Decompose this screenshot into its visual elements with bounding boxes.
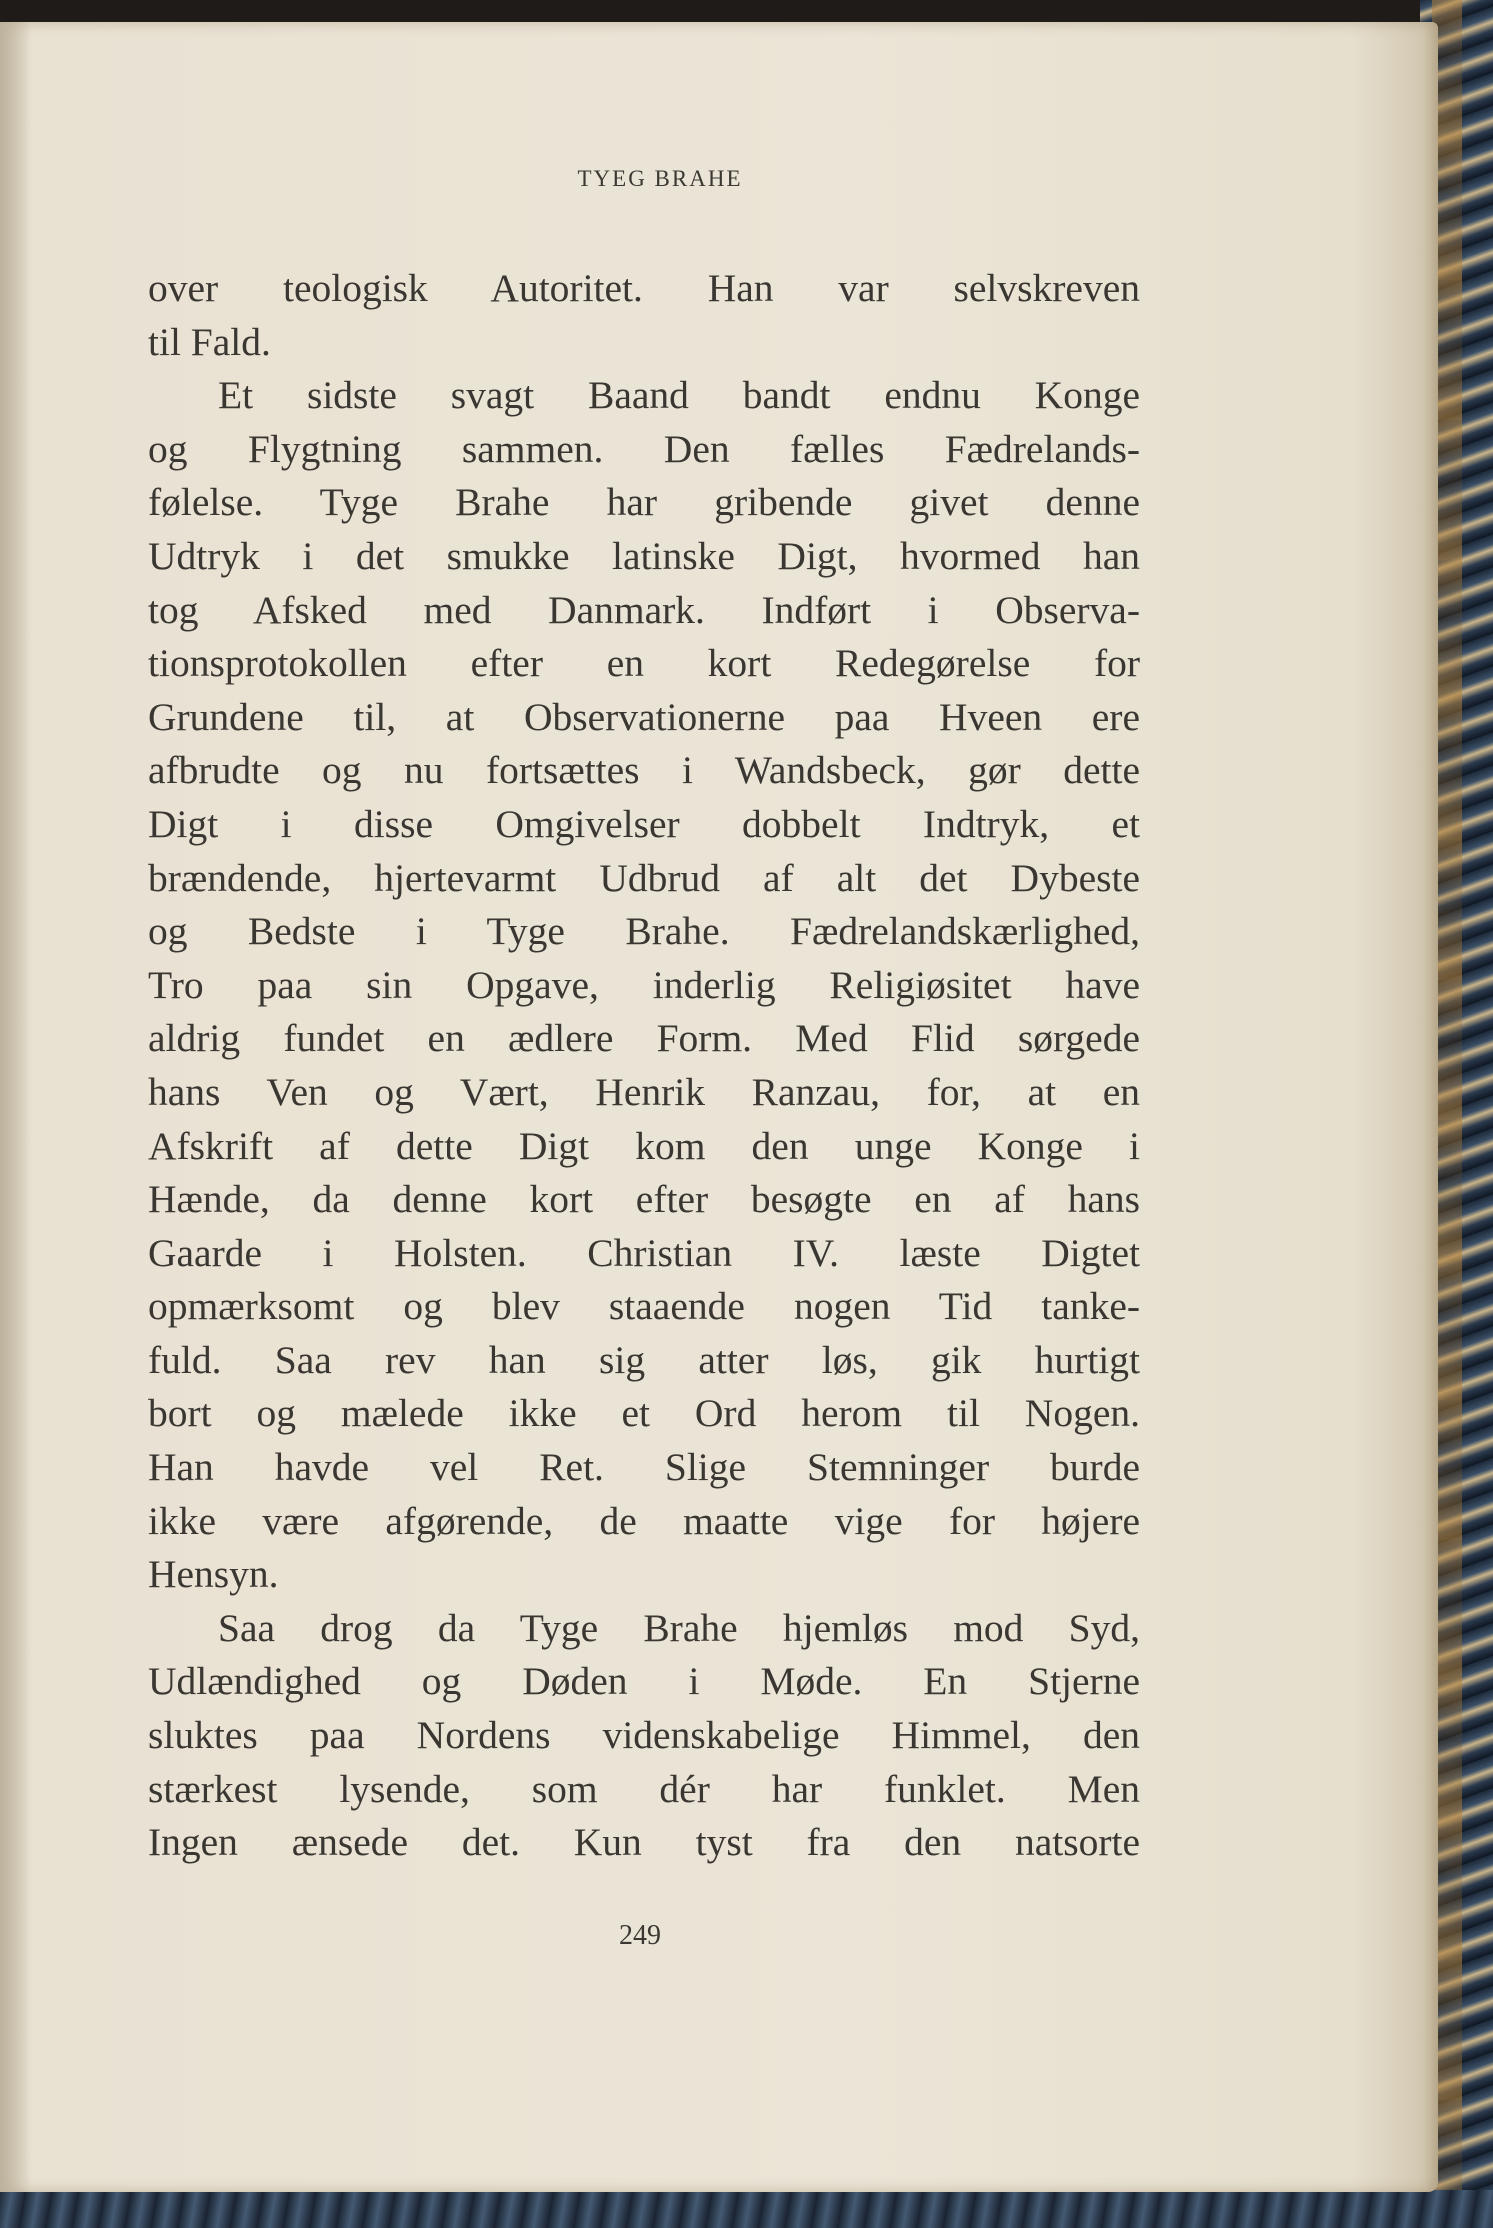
text-line: Digt i disse Omgivelser dobbelt Indtryk, et <box>148 801 1140 846</box>
text-line: fuld. Saa rev han sig atter løs, gik hurtigt <box>148 1337 1140 1382</box>
text-line: bort og mælede ikke et Ord herom til Nogen. <box>148 1391 1140 1436</box>
text-line: Han havde vel Ret. Slige Stemninger burde <box>148 1445 1140 1490</box>
text-line: aldrig fundet en ædlere Form. Med Flid sørgede <box>148 1016 1140 1061</box>
text-line: Afskrift af dette Digt kom den unge Konge i <box>148 1123 1140 1168</box>
text-line: Saa drog da Tyge Brahe hjemløs mod Syd, <box>218 1605 1140 1650</box>
text-line: Gaarde i Holsten. Christian IV. læste Digtet <box>148 1230 1140 1275</box>
text-line: Et sidste svagt Baand bandt endnu Konge <box>218 373 1140 418</box>
text-line: tog Afsked med Danmark. Indført i Observa- <box>148 587 1140 632</box>
text-line: følelse. Tyge Brahe har gribende givet denne <box>148 480 1140 525</box>
text-line: stærkest lysende, som dér har funklet. Men <box>148 1766 1140 1811</box>
text-line: Hænde, da denne kort efter besøgte en af hans <box>148 1177 1140 1222</box>
text-line: Grundene til, at Observationerne paa Hveen ere <box>148 694 1140 739</box>
text-line: og Flygtning sammen. Den fælles Fædrelands- <box>148 426 1140 471</box>
text-line: Hensyn. <box>148 1552 279 1597</box>
text-line: Udlændighed og Døden i Møde. En Stjerne <box>148 1659 1140 1704</box>
text-line: brændende, hjertevarmt Udbrud af alt det Dybeste <box>148 855 1140 900</box>
text-line: til Fald. <box>148 319 271 364</box>
text-line: afbrudte og nu fortsættes i Wandsbeck, gør dette <box>148 748 1140 793</box>
text-line: sluktes paa Nordens videnskabelige Himmel, den <box>148 1713 1140 1758</box>
text-line: Udtryk i det smukke latinske Digt, hvormed han <box>148 533 1140 578</box>
book-bottom-edge <box>0 2190 1493 2228</box>
text-line: tionsprotokollen efter en kort Redegørelse for <box>148 641 1140 686</box>
text-line: over teologisk Autoritet. Han var selvskreven <box>148 266 1140 310</box>
text-line: Ingen ænsede det. Kun tyst fra den natsorte <box>148 1820 1140 1865</box>
page-gutter-shadow <box>0 22 32 2192</box>
text-line: og Bedste i Tyge Brahe. Fædrelandskærlighed, <box>148 909 1140 954</box>
text-line: Tro paa sin Opgave, inderlig Religiøsitet have <box>148 962 1140 1007</box>
text-line: ikke være afgørende, de maatte vige for højere <box>148 1498 1140 1543</box>
text-line: hans Ven og Vært, Henrik Ranzau, for, at en <box>148 1069 1140 1114</box>
page-number: 249 <box>619 1920 661 1951</box>
body-text <box>148 262 1140 1870</box>
running-head: TYEG BRAHE <box>577 166 743 191</box>
text-line: opmærksomt og blev staaende nogen Tid tanke- <box>148 1284 1140 1329</box>
